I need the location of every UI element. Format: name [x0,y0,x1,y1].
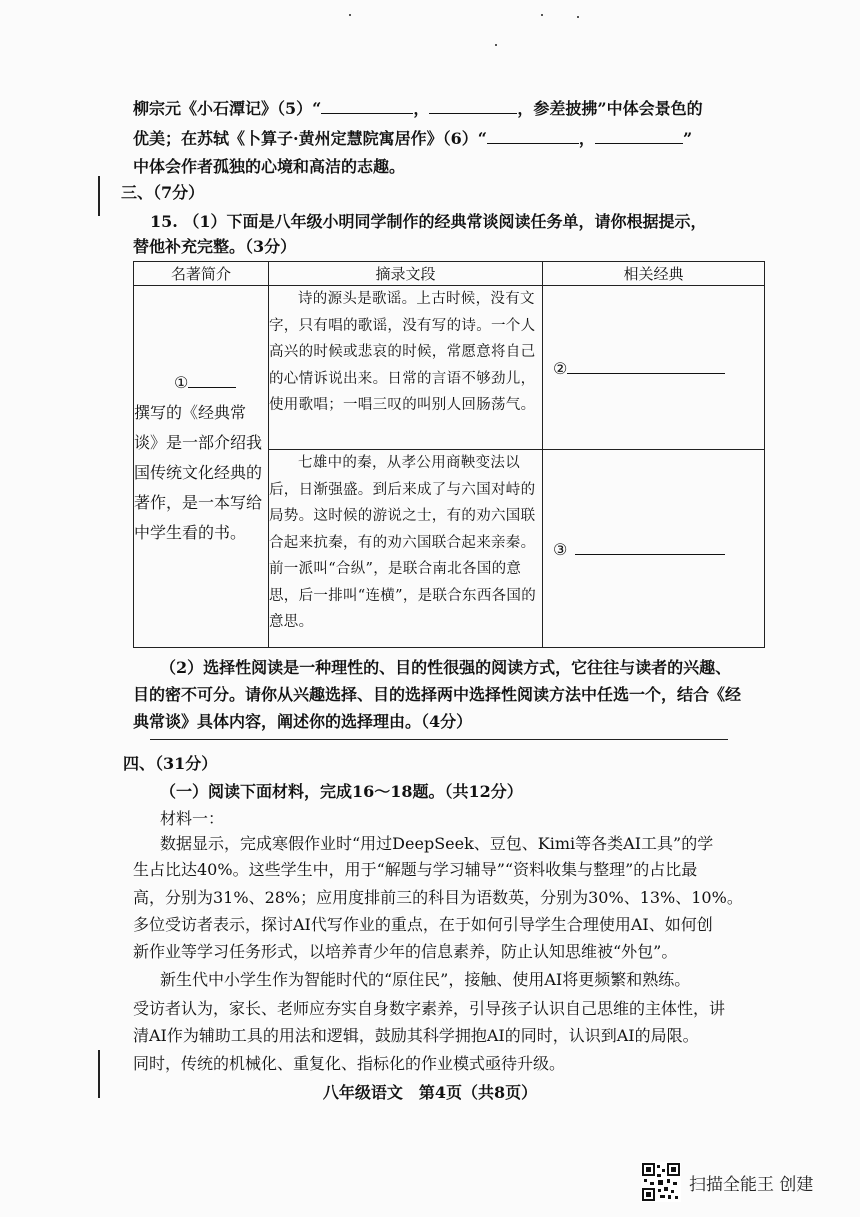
p1-line-4: 多位受访者表示，探讨AI代写作业的重点，在于如何引导学生合理使用AI、如何创 [133,915,713,934]
blank-slot-1[interactable] [188,371,236,388]
intro-cell [134,286,269,648]
section-3-title: 三、（7分） [121,183,205,202]
blank-6b[interactable] [595,127,683,144]
classic-cell-2 [543,286,765,450]
p2-line-1: 新生代中小学生作为智能时代的“原住民”，接触、使用AI将更频繁和熟练。 [160,970,691,989]
margin-bar-top [98,176,100,216]
p2-line-3: 清AI作为辅助工具的用法和逻辑，鼓励其科学拥抱AI的同时，认识到AI的局限。 [133,1026,699,1045]
blank-5b[interactable] [429,97,517,114]
line-2-text-c: ” [682,129,693,148]
p1-line-5: 新作业等学习任务形式，以培养青少年的信息素养，防止认知思维被“外包”。 [133,942,678,961]
section-4-sub-1: （一）阅读下面材料，完成16～18题。（共12分） [160,782,523,801]
page-footer: 八年级语文 第4页（共8页） [322,1083,538,1102]
p2-line-4: 同时，传统的机械化、重复化、指标化的作业模式亟待升级。 [133,1054,566,1073]
slot-2-marker: ② [553,359,568,378]
section-4-title: 四、（31分） [123,754,218,773]
line-1-text-a: 柳宗元《小石潭记》（5）“ [133,99,322,118]
q15-line-1: 15. （1）下面是八年级小明同学制作的经典常谈阅读任务单，请你根据提示， [150,212,707,231]
q15-2-line-1: （2）选择性阅读是一种理性的、目的性很强的阅读方式，它往往与读者的兴趣、 [160,658,732,677]
line-1-text-b: ， [413,99,430,118]
excerpt-2: 七雄中的秦，从孝公用商鞅变法以后，日渐强盛。到后来成了与六国对峙的局势。这时候的游说之士，有的劝六国联合起来抗秦，有的劝六国联合起来亲秦。前一派叫“合纵”，是联合南北各国的意思，后一排叫“连横”，是联合东西各国的意思。 [269,450,543,648]
blank-5a[interactable] [321,97,413,114]
line-2 [133,127,692,150]
qr-code-icon [641,1162,681,1202]
p1-line-2: 生占比达40%。这些学生中，用于“解题与学习辅导”“资料收集与整理”的占比最 [133,860,698,879]
header-intro: 名著简介 [134,262,269,286]
blank-6a[interactable] [487,127,579,144]
blank-slot-3[interactable] [575,538,725,555]
p1-line-1: 数据显示，完成寒假作业时“用过DeepSeek、豆包、Kimi等各类AI工具”的学 [160,834,714,853]
excerpt-1: 诗的源头是歌谣。上古时候，没有文字，只有唱的歌谣，没有写的诗。一个人高兴的时候或悲哀的时候，常愿意将自己的心情诉说出来。日常的言语不够劲儿，使用歌唱；一唱三叹的叫别人回肠荡气。 [269,286,543,450]
material-1-label: 材料一： [160,809,225,828]
p1-line-3: 高，分别为31%、28%；应用度排前三的科目为语数英，分别为30%、13%、10%。 [133,888,743,907]
header-excerpt: 摘录文段 [269,262,543,286]
line-1 [133,97,703,120]
p2-line-2: 受访者认为，家长、老师应夯实自身数字素养，引导孩子认识自己思维的主体性，讲 [133,999,726,1018]
line-2-text-a: 优美；在苏轼《卜算子·黄州定慧院寓居作》（6）“ [133,129,487,148]
classic-cell-3 [543,450,765,648]
q15-2-line-3: 典常谈》具体内容，阐述你的选择理由。（4分） [133,712,473,731]
header-classic: 相关经典 [543,262,765,286]
line-1-text-c: ，参差披拂”中体会景色的 [517,99,703,118]
reading-task-table [133,261,765,648]
blank-slot-2[interactable] [567,357,725,374]
slot-1-marker: ① [174,373,189,392]
slot-3-marker: ③ [553,540,568,559]
line-2-text-b: ， [578,129,595,148]
intro-slot [134,368,268,398]
intro-text: 撰写的《经典常谈》是一部介绍我国传统文化经典的著作，是一本写给中学生看的书。 [134,403,263,542]
q15-2-line-2: 目的密不可分。请你从兴趣选择、目的选择两中选择性阅读方法中任选一个，结合《经 [133,685,742,704]
q15-line-2: 替他补充完整。（3分） [133,237,297,256]
watermark-text: 扫描全能王 创建 [689,1174,814,1195]
answer-line[interactable] [150,739,728,740]
line-3: 中体会作者孤独的心境和高洁的志趣。 [133,157,406,176]
scanner-watermark [641,1162,813,1202]
